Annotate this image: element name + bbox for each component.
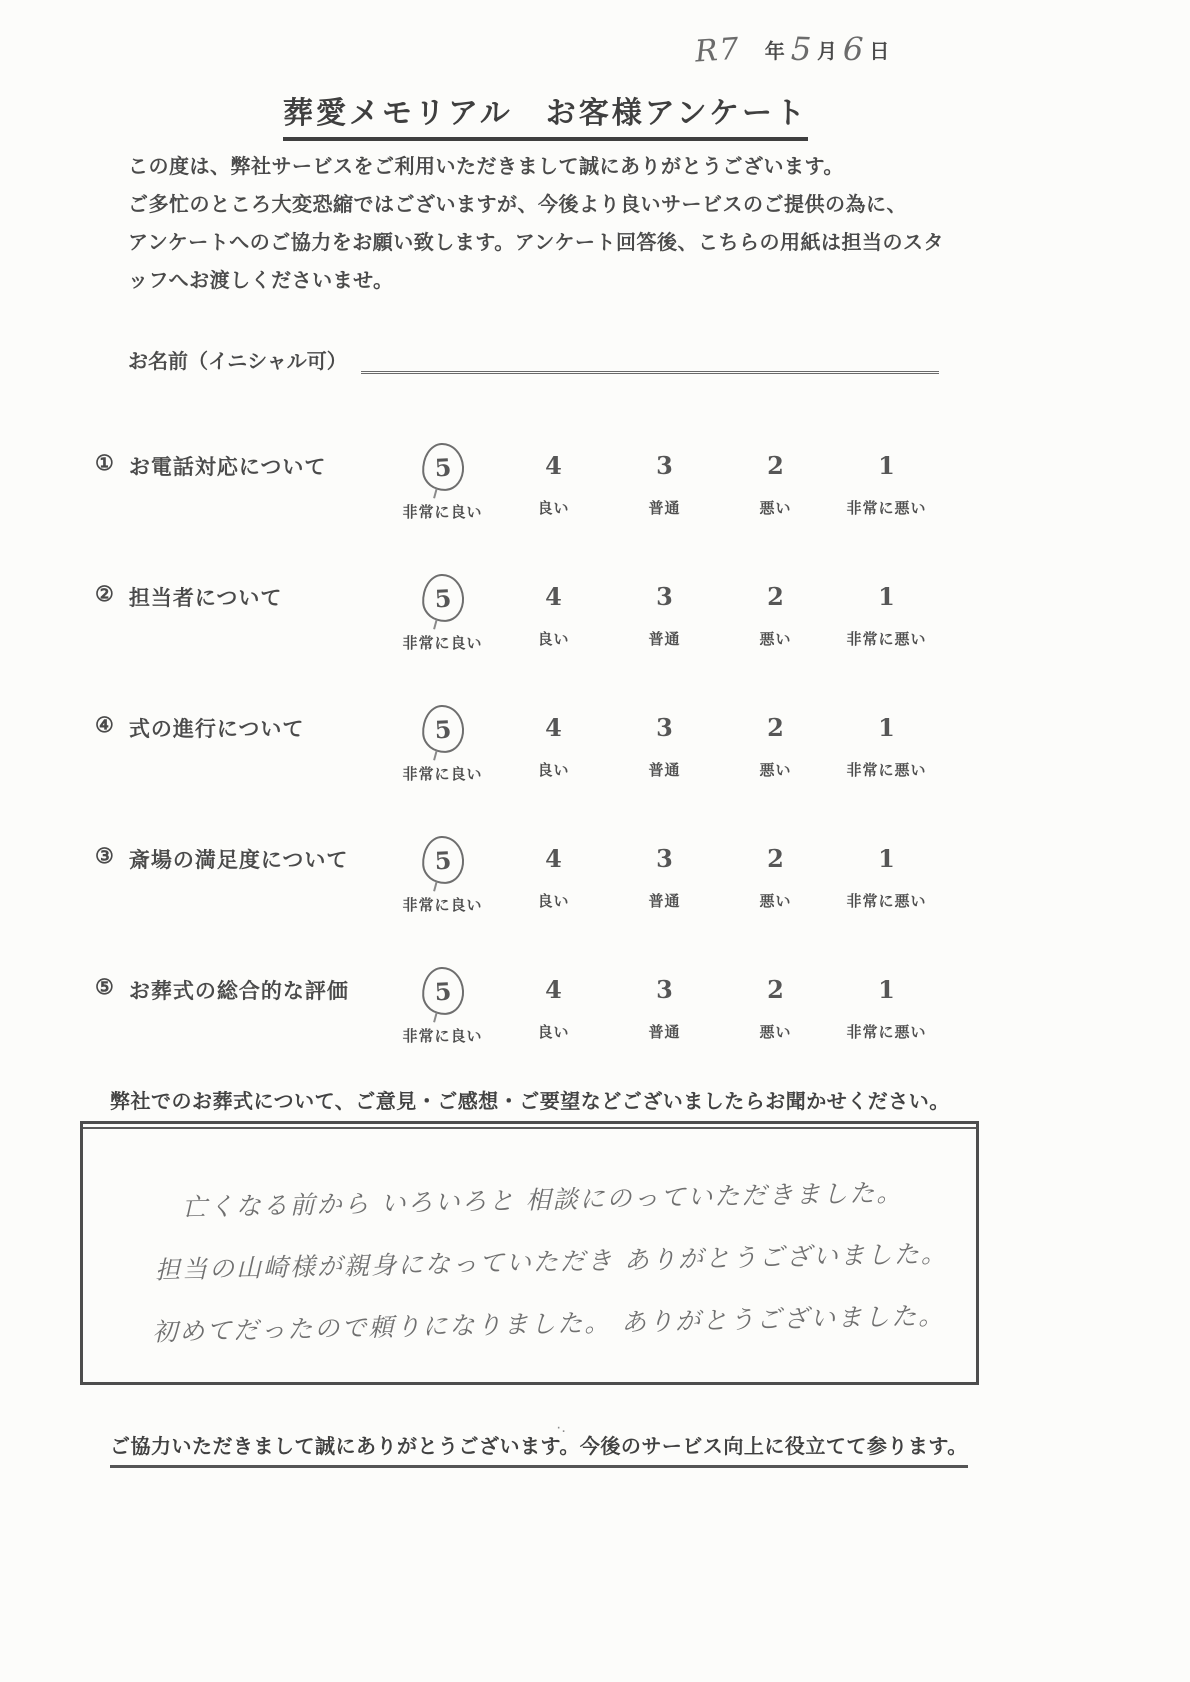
year-label: 年: [764, 41, 785, 63]
rating-option-4: [498, 574, 609, 705]
rating-label: 悪い: [759, 631, 792, 648]
rating-label: 悪い: [759, 500, 792, 517]
rating-value: 4: [545, 712, 562, 742]
question-number: ⑤: [95, 976, 115, 999]
rating-option-1: [831, 574, 942, 705]
intro-line: アンケートへのご協力をお願い致します。アンケート回答後、こちらの用紙は担当のスタ: [128, 232, 944, 254]
rating-value: 1: [878, 974, 895, 1004]
rating-option-3: [609, 836, 720, 967]
question-label: お葬式の総合的な評価: [128, 980, 349, 1003]
rating-label: 良い: [537, 500, 570, 517]
handwritten-comment: [152, 1161, 949, 1363]
rating-option-2: [720, 574, 831, 705]
rating-value: 1: [878, 450, 895, 480]
rating-label: 普通: [648, 631, 681, 648]
rating-value: 1: [878, 712, 895, 742]
rating-label: 非常に良い: [402, 635, 483, 652]
question-label: 斎場の満足度について: [128, 849, 349, 872]
rating-label: 非常に悪い: [846, 1024, 927, 1041]
handwritten-month: 5: [790, 29, 812, 69]
rating-value: 3: [656, 843, 673, 873]
rating-value: 3: [656, 450, 673, 480]
rating-label: 良い: [537, 893, 570, 910]
rating-option-4: [498, 967, 609, 1098]
rating-label: 非常に良い: [402, 766, 483, 783]
rating-label: 非常に良い: [402, 1028, 483, 1045]
handwritten-comment-line: 担当の山崎様が親身になっていただき ありがとうございました。: [154, 1238, 949, 1285]
rating-label: 非常に悪い: [846, 631, 927, 648]
comment-box: [80, 1121, 979, 1436]
question-title: [95, 443, 387, 574]
rating-label: 非常に悪い: [846, 893, 927, 910]
question-row-4: [95, 836, 1105, 967]
handwritten-era-year: R7: [693, 31, 742, 70]
rating-option-3: [609, 705, 720, 836]
rating-option-2: [720, 836, 831, 967]
rating-label: 悪い: [759, 893, 792, 910]
rating-option-2: [720, 967, 831, 1098]
question-row-3: [95, 705, 1105, 836]
day-label: 日: [869, 41, 890, 63]
name-row: [128, 345, 939, 374]
rating-option-4: [498, 705, 609, 836]
rating-value: 4: [545, 450, 562, 480]
rating-value: 3: [656, 712, 673, 742]
date-line: [695, 30, 889, 68]
intro-paragraph: [128, 148, 948, 300]
rating-label: 非常に悪い: [846, 762, 927, 779]
rating-label: 悪い: [759, 762, 792, 779]
comment-prompt: 弊社でのお葬式について、ご意見・ご感想・ご要望などございましたらお聞かせください。: [110, 1091, 950, 1113]
rating-value: 1: [878, 581, 895, 611]
rating-label: 普通: [648, 500, 681, 517]
rating-label: 普通: [648, 762, 681, 779]
question-label: 担当者について: [128, 587, 283, 610]
rating-value: 2: [767, 450, 784, 480]
rating-option-3: [609, 574, 720, 705]
rating-option-2: [720, 443, 831, 574]
rating-option-2: [720, 705, 831, 836]
name-label: お名前（イニシャル可）: [128, 351, 347, 373]
question-row-2: [95, 574, 1105, 705]
rating-value: 4: [545, 581, 562, 611]
question-title: [95, 967, 387, 1098]
rating-value: 1: [878, 843, 895, 873]
question-number: ②: [95, 583, 115, 606]
rating-option-4: [498, 836, 609, 967]
selected-circle: 5: [420, 835, 464, 885]
intro-line: ご多忙のところ大変恐縮ではございますが、今後より良いサービスのご提供の為に、: [128, 194, 907, 216]
rating-option-1: [831, 836, 942, 967]
question-label: お電話対応について: [128, 456, 327, 479]
selected-circle: 5: [420, 442, 464, 492]
rating-label: 良い: [537, 1024, 570, 1041]
name-blank-line: [361, 347, 939, 374]
rating-option-3: [609, 443, 720, 574]
rating-value: 2: [767, 843, 784, 873]
rating-label: 良い: [537, 762, 570, 779]
question-title: [95, 836, 387, 967]
rating-value: 3: [656, 581, 673, 611]
rating-value: 2: [767, 581, 784, 611]
rating-option-5: [387, 705, 498, 836]
question-row-5: [95, 967, 1105, 1098]
handwritten-comment-line: 初めてだったので頼りになりました。 ありがとうございました。: [152, 1301, 946, 1347]
rating-option-5: [387, 443, 498, 574]
question-number: ④: [95, 714, 115, 737]
month-label: 月: [817, 41, 838, 63]
question-label: 式の進行について: [128, 718, 305, 741]
question-number: ①: [95, 452, 115, 475]
rating-option-5: [387, 574, 498, 705]
rating-option-5: [387, 836, 498, 967]
rating-value: 4: [545, 843, 562, 873]
footer-thanks: ご協力いただきまして誠にありがとうございます。今後のサービス向上に役立てて参ります。: [110, 1430, 968, 1468]
selected-circle: 5: [420, 573, 464, 623]
question-title: [95, 574, 387, 705]
selected-circle: 5: [420, 966, 464, 1016]
rating-option-3: [609, 967, 720, 1098]
scan-artifact-dot: ·.: [556, 1419, 566, 1436]
rating-label: 良い: [537, 631, 570, 648]
rating-label: 普通: [648, 1024, 681, 1041]
questions-section: [95, 443, 1105, 1098]
rating-value: 3: [656, 974, 673, 1004]
rating-label: 悪い: [759, 1024, 792, 1041]
rating-label: 非常に悪い: [846, 500, 927, 517]
rating-label: 普通: [648, 893, 681, 910]
handwritten-comment-line: 亡くなる前から いろいろと 相談にのっていただきました。: [181, 1177, 904, 1222]
intro-line: この度は、弊社サービスをご利用いただきまして誠にありがとうございます。: [128, 156, 844, 178]
rating-value: 2: [767, 974, 784, 1004]
handwritten-day: 6: [842, 29, 865, 69]
rating-option-1: [831, 443, 942, 574]
rating-value: 4: [545, 974, 562, 1004]
rating-label: 非常に良い: [402, 897, 483, 914]
question-title: [95, 705, 387, 836]
question-number: ③: [95, 845, 115, 868]
intro-line: ッフへお渡しくださいませ。: [128, 270, 394, 292]
rating-label: 非常に良い: [402, 504, 483, 521]
rating-option-1: [831, 705, 942, 836]
page-title: 葬愛メモリアル お客様アンケート: [283, 88, 808, 141]
question-row-1: [95, 443, 1105, 574]
rating-value: 2: [767, 712, 784, 742]
rating-option-1: [831, 967, 942, 1098]
rating-option-5: [387, 967, 498, 1098]
rating-option-4: [498, 443, 609, 574]
selected-circle: 5: [420, 704, 464, 754]
